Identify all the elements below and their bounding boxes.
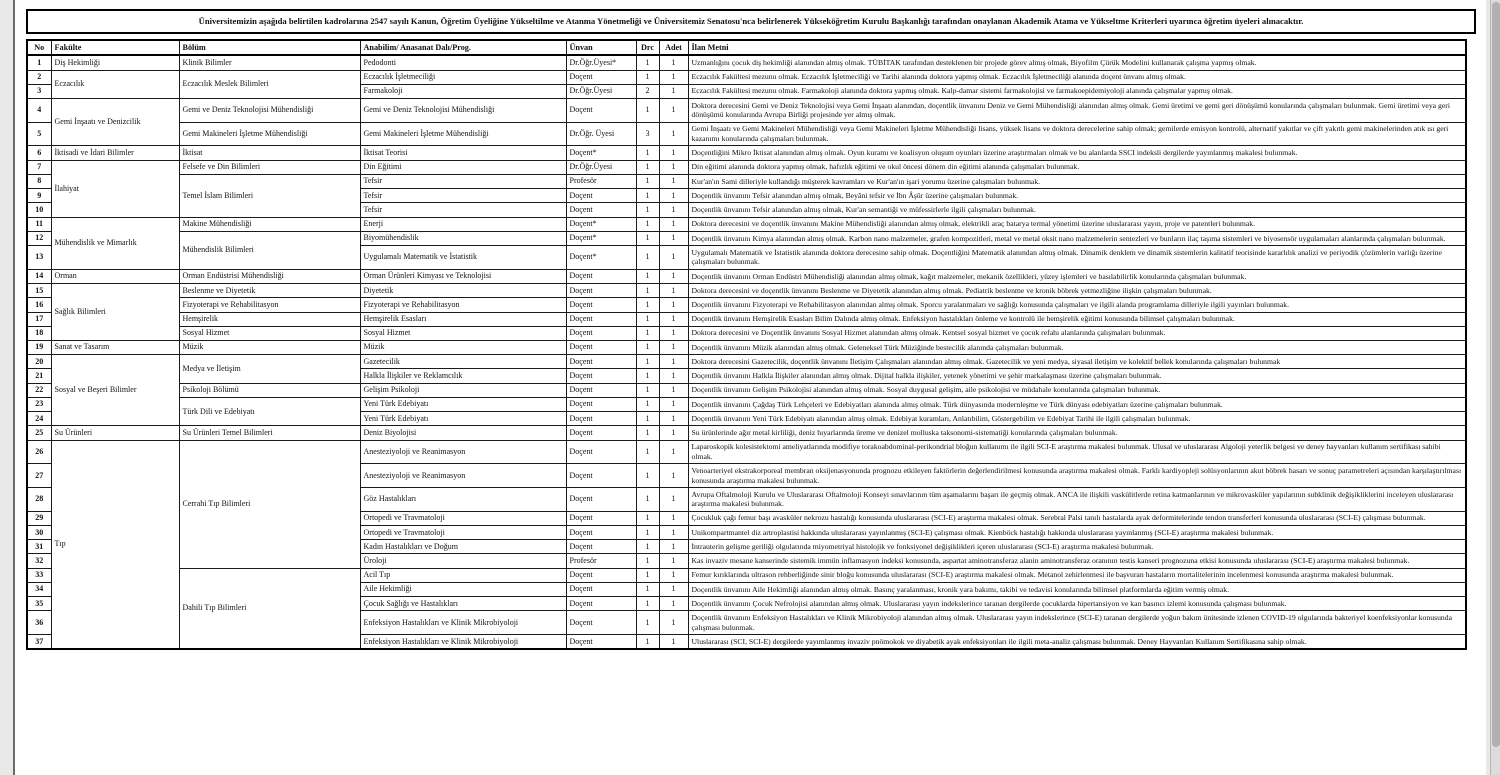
table-row [27, 440, 1466, 464]
cell-unvan: Doçent [566, 488, 636, 512]
cell-bolum: Orman Endüstrisi Mühendisliği [179, 269, 360, 283]
table-row [27, 340, 1466, 354]
cell-drc: 1 [636, 70, 659, 84]
cell-unvan: Doçent [566, 298, 636, 312]
cell-adet: 1 [659, 369, 688, 383]
cell-no: 4 [27, 99, 51, 123]
cell-unvan: Doçent [566, 511, 636, 525]
cell-unvan: Doçent* [566, 246, 636, 270]
cell-no: 20 [27, 355, 51, 369]
cell-bolum: Gemi ve Deniz Teknolojisi Mühendisliği [179, 99, 360, 123]
cell-drc: 1 [636, 568, 659, 582]
cell-bolum: Eczacılık Meslek Bilimleri [179, 70, 360, 98]
cell-drc: 1 [636, 554, 659, 568]
cell-ilan: Doçentlik ünvanını Hemşirelik Esasları Bilim Dalında almış olmak. Enfeksiyon hastalıkları önleme ve kontrolü ile hemşirelik eğitimi konusunda bilimsel çalışmaları bulunmak. [688, 312, 1466, 326]
cell-ilan: Uluslararası (SCI, SCI-E) dergilerde yayımlanmış invaziv pnömokok ve diyabetik ayak enfeksiyonları ile ilgili meta-analiz çalışması bulunmak. Deney Hayvanları Kullanım Sertifikasına sahip olmak. [688, 635, 1466, 650]
cell-anabilim: Diyetetik [360, 284, 566, 298]
cell-drc: 1 [636, 231, 659, 245]
column-header-no: No [27, 40, 51, 55]
table-row [27, 160, 1466, 174]
cell-drc: 1 [636, 174, 659, 188]
cell-drc: 1 [636, 383, 659, 397]
cell-unvan: Doçent [566, 99, 636, 123]
cell-bolum: Müzik [179, 340, 360, 354]
cell-drc: 1 [636, 635, 659, 650]
column-header-bolum: Bölüm [179, 40, 360, 55]
table-row [27, 326, 1466, 340]
table-row [27, 568, 1466, 582]
cell-adet: 1 [659, 217, 688, 231]
cell-anabilim: Göz Hastalıkları [360, 488, 566, 512]
cell-fakulte: Diş Hekimliği [51, 55, 179, 70]
table-row [27, 383, 1466, 397]
cell-anabilim: Aile Hekimliği [360, 582, 566, 596]
cell-anabilim: Yeni Türk Edebiyatı [360, 412, 566, 426]
cell-unvan: Profesör [566, 174, 636, 188]
cell-ilan: Doçentlik ünvanını Orman Endüstri Mühendisliği alanından almış olmak, kağıt malzemeler, mekanik özellikleri, yüzey işlemleri ve basılabilirlik konularında çalışmaları bulunmak. [688, 269, 1466, 283]
cell-no: 3 [27, 84, 51, 98]
cell-adet: 1 [659, 146, 688, 160]
cell-anabilim: Tefsir [360, 174, 566, 188]
cell-anabilim: Kadın Hastalıkları ve Doğum [360, 540, 566, 554]
cell-no: 25 [27, 426, 51, 440]
table-header-row [27, 40, 1466, 55]
cell-unvan: Doçent [566, 312, 636, 326]
cell-bolum: Gemi Makineleri İşletme Mühendisliği [179, 122, 360, 146]
cell-unvan: Doçent [566, 526, 636, 540]
cell-anabilim: Biyomühendislik [360, 231, 566, 245]
cell-anabilim: Anesteziyoloji ve Reanimasyon [360, 464, 566, 488]
cell-unvan: Doçent [566, 611, 636, 635]
cell-anabilim: Pedodonti [360, 55, 566, 70]
cell-anabilim: İktisat Teorisi [360, 146, 566, 160]
cell-drc: 1 [636, 440, 659, 464]
cell-drc: 1 [636, 326, 659, 340]
cell-drc: 1 [636, 582, 659, 596]
cell-adet: 1 [659, 582, 688, 596]
cell-ilan: Gemi İnşaatı ve Gemi Makineleri Mühendisliği veya Gemi Makineleri İşletme Mühendisliği lisans, yüksek lisans ve doktora derecelerine sahip olmak; gemilerde emisyon kontrolü, alternatif yakıtlar ve çift yakıtlı gemi makinelerinden atık ısı geri kazanımı konularında çalışmaları bulunmak. [688, 122, 1466, 146]
announcement-title: Üniversitemizin aşağıda belirtilen kadrolarına 2547 sayılı Kanun, Öğretim Üyeliğine Yükseltilme ve Atanma Yönetmeliği ve Üniversitemiz Senatosu'nca belirlenerek Yükseköğretim Kurulu Başkanlığı tarafından onaylanan Akademik Atama ve Yükseltme Kriterleri uyarınca öğretim üyeleri alınacaktır. [26, 9, 1476, 34]
cell-ilan: Doktora derecesini Gemi ve Deniz Teknolojisi veya Gemi İnşaatı alanından, doçentlik ünvanını Deniz ve Gemi Mühendisliği alanından almış olmak. Gemi üretimi ve gemi geri dönüşümü konularında çalışmaları bulunmak. Gemi üretimi veya geri dönüşümü konularında Avrupa Birliği projesinde yer almış olmak. [688, 99, 1466, 123]
cell-drc: 1 [636, 611, 659, 635]
cell-anabilim: Tefsir [360, 203, 566, 217]
cell-drc: 1 [636, 369, 659, 383]
cell-adet: 1 [659, 611, 688, 635]
cell-unvan: Dr.Öğr.Üyesi [566, 160, 636, 174]
cell-unvan: Doçent [566, 582, 636, 596]
cell-unvan: Doçent* [566, 146, 636, 160]
cell-ilan: Venoarteriyel ekstrakorporeal membran oksijenasyonunda prognozu etkileyen faktörlerin değerlendirilmesi konusunda araştırma makalesi olmak. Farklı kardiyopleji solüsyonlarının akut böbrek hasarı ve sonuç parametreleri açısından karşılaştırılması konusunda araştırma makalesi bulunmak. [688, 464, 1466, 488]
cell-unvan: Doçent [566, 597, 636, 611]
cell-adet: 1 [659, 526, 688, 540]
cell-bolum: Sosyal Hizmet [179, 326, 360, 340]
column-header-drc: Drc [636, 40, 659, 55]
cell-unvan: Doçent [566, 269, 636, 283]
cell-anabilim: Gelişim Psikoloji [360, 383, 566, 397]
cell-bolum: Dahili Tıp Bilimleri [179, 568, 360, 649]
cell-anabilim: Uygulamalı Matematik ve İstatistik [360, 246, 566, 270]
cell-drc: 2 [636, 84, 659, 98]
cell-ilan: Çocukluk çağı femur başı avasküler nekrozu hastalığı konusunda uluslararası (SCI-E) araştırma makalesi olmak. Serebral Palsi tanılı hastalarda ayak deformitelerinde tendon transferleri konusunda uluslararası (SCI-E) çalışması bulunmak. [688, 511, 1466, 525]
cell-ilan: Uzmanlığını çocuk diş hekimliği alanından almış olmak. TÜBİTAK tarafından desteklenen bir projede görev almış olmak, Biyofilm Çürük Modelini kullanarak çalışma yapmış olmak. [688, 55, 1466, 70]
cell-bolum: Mühendislik Bilimleri [179, 231, 360, 269]
table-row [27, 284, 1466, 298]
cell-adet: 1 [659, 511, 688, 525]
cell-adet: 1 [659, 340, 688, 354]
table-row [27, 231, 1466, 245]
cell-bolum: Cerrahi Tıp Bilimleri [179, 440, 360, 568]
cell-drc: 1 [636, 298, 659, 312]
cell-adet: 1 [659, 554, 688, 568]
cell-ilan: Doçentlik ünvanını Tefsir alanından almış olmak, Kur'an semantiği ve müfessirlerle ilgili çalışmaları bulunmak. [688, 203, 1466, 217]
cell-unvan: Doçent [566, 397, 636, 411]
cell-adet: 1 [659, 55, 688, 70]
cell-anabilim: Din Eğitimi [360, 160, 566, 174]
table-row [27, 174, 1466, 188]
cell-unvan: Doçent [566, 635, 636, 650]
cell-ilan: Doktora derecesini ve doçentlik ünvanını Beslenme ve Diyetetik alanından almış olmak. Pediatrik beslenme ve kronik böbrek yetmezliğine ilişkin çalışmaları bulunmak. [688, 284, 1466, 298]
cell-anabilim: Müzik [360, 340, 566, 354]
cell-ilan: Doçentliğini Mikro İktisat alanından almış olmak. Oyun kuramı ve koalisyon oluşum oyunları üzerine araştırmaları olmak ve bu alanlarda SSCI indeksli dergilerde yayınlanmış makalesi bulunmak. [688, 146, 1466, 160]
cell-drc: 1 [636, 284, 659, 298]
cell-adet: 1 [659, 174, 688, 188]
cell-no: 31 [27, 540, 51, 554]
cell-fakulte: Su Ürünleri [51, 426, 179, 440]
cell-drc: 1 [636, 597, 659, 611]
cell-no: 27 [27, 464, 51, 488]
cell-no: 8 [27, 174, 51, 188]
cell-no: 17 [27, 312, 51, 326]
cell-adet: 1 [659, 70, 688, 84]
table-row [27, 122, 1466, 146]
column-header-anabilim: Anabilim/ Anasanat Dalı/Prog. [360, 40, 566, 55]
table-row [27, 298, 1466, 312]
cell-ilan: Doçentlik ünvanını Yeni Türk Edebiyatı alanından almış olmak. Edebiyat kuramları, Anlatıbilim, Göstergebilim ve Edebiyat Tarihi ile ilgili çalışmaları bulunmak. [688, 412, 1466, 426]
cell-drc: 1 [636, 55, 659, 70]
cell-no: 7 [27, 160, 51, 174]
cell-adet: 1 [659, 269, 688, 283]
cell-adet: 1 [659, 488, 688, 512]
cell-anabilim: Eczacılık İşletmeciliği [360, 70, 566, 84]
cell-drc: 1 [636, 355, 659, 369]
table-row [27, 217, 1466, 231]
cell-unvan: Dr.Öğr.Üyesi [566, 84, 636, 98]
table-row [27, 99, 1466, 123]
table-row [27, 426, 1466, 440]
cell-no: 22 [27, 383, 51, 397]
document-page [15, 0, 1486, 775]
cell-no: 12 [27, 231, 51, 245]
cell-adet: 1 [659, 540, 688, 554]
cell-adet: 1 [659, 635, 688, 650]
cell-anabilim: Hemşirelik Esasları [360, 312, 566, 326]
cell-unvan: Doçent [566, 440, 636, 464]
cell-bolum: Felsefe ve Din Bilimleri [179, 160, 360, 174]
cell-anabilim: Ortopedi ve Travmatoloji [360, 526, 566, 540]
cell-no: 6 [27, 146, 51, 160]
scrollbar-thumb[interactable] [1492, 2, 1500, 747]
cell-ilan: Din eğitimi alanında doktora yapmış olmak, hafızlık eğitimi ve okul öncesi dönem din eğitimi alanında çalışmaları bulunmak. [688, 160, 1466, 174]
cell-ilan: Eczacılık Fakültesi mezunu olmak. Farmakoloji alanında doktora yapmış olmak. Kalp-damar sistemi farmakolojisi ve farmakoepidemiyoloji alanında çalışmalar yapmış olmak. [688, 84, 1466, 98]
cell-drc: 1 [636, 412, 659, 426]
cell-ilan: Femur kırıklarında ultrason rehberliğinde sinir bloğu konusunda uluslararası (SCI-E) araştırma makalesi olmak. Metanol zehirlenmesi ile başvuran hastaların mortalitelerinin incelenmesi konusunda araştırma makalesi bulunmak. [688, 568, 1466, 582]
column-header-adet: Adet [659, 40, 688, 55]
cell-drc: 3 [636, 122, 659, 146]
cell-anabilim: Gemi ve Deniz Teknolojisi Mühendisliği [360, 99, 566, 123]
cell-adet: 1 [659, 246, 688, 270]
table-row [27, 269, 1466, 283]
cell-ilan: Doçentlik ünvanını Halkla İlişkiler alanından almış olmak. Dijital halkla ilişkiler, yetenek yönetimi ve şehir markalaşması üzerine çalışmaları bulunmak. [688, 369, 1466, 383]
cell-unvan: Doçent [566, 540, 636, 554]
table-row [27, 312, 1466, 326]
cell-bolum: Temel İslam Bilimleri [179, 174, 360, 217]
cell-ilan: Doçentlik ünvanını Kimya alanından almış olmak. Karbon nano malzemeler, grafen kompozitleri, metal ve metal oksit nano malzemelerin sentezleri ve bunların ilaç taşıma sistemleri ve biyosensör uygulamaları alanlarında çalışmaları bulunmak. [688, 231, 1466, 245]
cell-ilan: Doktora derecesini ve Doçentlik ünvanını Sosyal Hizmet alanından almış olmak. Kentsel sosyal hizmet ve çocuk refahı alanlarında çalışmaları bulunmak. [688, 326, 1466, 340]
cell-unvan: Dr.Öğr.Üyesi* [566, 55, 636, 70]
cell-fakulte: İktisadi ve İdari Bilimler [51, 146, 179, 160]
cell-no: 14 [27, 269, 51, 283]
cell-bolum: İktisat [179, 146, 360, 160]
cell-no: 30 [27, 526, 51, 540]
cell-ilan: Doktora derecesini Gazetecilik, doçentlik ünvanını İletişim Çalışmaları alanından almış olmak. Gazetecilik ve yeni medya, siyasal iletişim ve kolektif bellek konularında çalışmaları bulunmak [688, 355, 1466, 369]
cell-adet: 1 [659, 464, 688, 488]
cell-no: 24 [27, 412, 51, 426]
cell-drc: 1 [636, 464, 659, 488]
cell-drc: 1 [636, 511, 659, 525]
cell-adet: 1 [659, 426, 688, 440]
cell-drc: 1 [636, 540, 659, 554]
cell-ilan: Avrupa Oftalmoloji Kurulu ve Uluslararası Oftalmoloji Konseyi sınavlarının tüm aşamalarını başarı ile geçmiş olmak. ANCA ile ilişkili vaskülitlerde retina katmanlarının ve mikrovasküler yapılarının subklinik değişikliklerini inceleyen uluslararası araştırma makalesi bulunmak. [688, 488, 1466, 512]
cell-fakulte: Orman [51, 269, 179, 283]
cell-ilan: Doçentlik ünvanını Çağdaş Türk Lehçeleri ve Edebiyatları alanında almış olmak. Türk dünyasında modernleşme ve Türk dünyası edebiyatları üzerine çalışmaları bulunmak. [688, 397, 1466, 411]
cell-adet: 1 [659, 160, 688, 174]
cell-drc: 1 [636, 217, 659, 231]
cell-anabilim: Anesteziyoloji ve Reanimasyon [360, 440, 566, 464]
cell-anabilim: Acil Tıp [360, 568, 566, 582]
cell-bolum: Fizyoterapi ve Rehabilitasyon [179, 298, 360, 312]
cell-fakulte: Mühendislik ve Mimarlık [51, 217, 179, 269]
cell-ilan: Doktora derecesini ve doçentlik ünvanını Makine Mühendisliği alanından almış olmak, elektrikli araç batarya termal yönetimi üzerine uluslararası yayın, proje ve patentleri bulunmak. [688, 217, 1466, 231]
cell-anabilim: Halkla İlişkiler ve Reklamcılık [360, 369, 566, 383]
cell-adet: 1 [659, 298, 688, 312]
cell-anabilim: Sosyal Hizmet [360, 326, 566, 340]
cell-unvan: Doçent [566, 189, 636, 203]
cell-adet: 1 [659, 203, 688, 217]
positions-table [26, 39, 1467, 650]
cell-no: 37 [27, 635, 51, 650]
cell-unvan: Doçent [566, 203, 636, 217]
cell-ilan: Kas invaziv mesane kanserinde sistemik immün inflamasyon indeksi konusunda, aspartat aminotransferaz alanin aminotransferaz oranının testis kanseri prognozuna etkisi konusunda uluslararası (SCI-E) araştırma makalesi bulunmak. [688, 554, 1466, 568]
cell-ilan: Doçentlik ünvanını Enfeksiyon Hastalıkları ve Klinik Mikrobiyoloji alanından almış olmak. Uluslararası yayın indekslerince (SCI-E) taranan dergilerde yoğun bakım ünitesinde izlenen COVID-19 olgularında bakteriyel koenfeksiyonlar konusunda çalışması bulunmak. [688, 611, 1466, 635]
table-row [27, 146, 1466, 160]
cell-adet: 1 [659, 383, 688, 397]
cell-bolum: Klinik Bilimler [179, 55, 360, 70]
cell-unvan: Doçent [566, 412, 636, 426]
cell-ilan: Eczacılık Fakültesi mezunu olmak. Eczacılık İşletmeciliği ve Tarihi alanında doktora yapmış olmak. Eczacılık İşletmeciliği alanında doçent ünvanı almış olmak. [688, 70, 1466, 84]
cell-no: 32 [27, 554, 51, 568]
cell-unvan: Doçent* [566, 217, 636, 231]
table-body [27, 55, 1466, 649]
cell-unvan: Doçent [566, 284, 636, 298]
cell-adet: 1 [659, 568, 688, 582]
cell-anabilim: Deniz Biyolojisi [360, 426, 566, 440]
cell-adet: 1 [659, 597, 688, 611]
cell-anabilim: Enfeksiyon Hastalıkları ve Klinik Mikrobiyoloji [360, 611, 566, 635]
cell-fakulte: Tıp [51, 440, 179, 649]
cell-anabilim: Üroloji [360, 554, 566, 568]
cell-anabilim: Ortopedi ve Travmatoloji [360, 511, 566, 525]
cell-drc: 1 [636, 526, 659, 540]
cell-bolum: Hemşirelik [179, 312, 360, 326]
cell-bolum: Psikoloji Bölümü [179, 383, 360, 397]
cell-unvan: Doçent [566, 369, 636, 383]
cell-unvan: Doçent [566, 464, 636, 488]
cell-anabilim: Tefsir [360, 189, 566, 203]
cell-anabilim: Enfeksiyon Hastalıkları ve Klinik Mikrobiyoloji [360, 635, 566, 650]
cell-drc: 1 [636, 397, 659, 411]
cell-drc: 1 [636, 269, 659, 283]
cell-unvan: Dr.Öğr. Üyesi [566, 122, 636, 146]
cell-adet: 1 [659, 84, 688, 98]
cell-unvan: Doçent [566, 326, 636, 340]
cell-ilan: Su ürünlerinde ağır metal kirliliği, deniz hıyarlarında üreme ve denizel molluska taksonomi-sistematiği konularında çalışmaları bulunmak. [688, 426, 1466, 440]
cell-anabilim: Enerji [360, 217, 566, 231]
cell-ilan: Doçentlik ünvanını Çocuk Nefrolojisi alanından almış olmak. Uluslararası yayın indekslerince taranan dergilerde çocuklarda hipertansiyon ve kan basıncı izlemi konusunda çalışması bulunmak. [688, 597, 1466, 611]
cell-adet: 1 [659, 440, 688, 464]
cell-adet: 1 [659, 355, 688, 369]
cell-drc: 1 [636, 312, 659, 326]
cell-ilan: Kur'an'ın Sami dilleriyle kullandığı müşterek kavramları ve Kur'an'ın işari yorumu üzerine çalışmaları bulunmak. [688, 174, 1466, 188]
cell-no: 13 [27, 246, 51, 270]
cell-fakulte: Sağlık Bilimleri [51, 284, 179, 341]
cell-no: 18 [27, 326, 51, 340]
cell-fakulte: Gemi İnşaatı ve Denizcilik [51, 99, 179, 146]
cell-no: 34 [27, 582, 51, 596]
cell-ilan: Doçentlik ünvanını Fizyoterapi ve Rehabilitasyon alanından almış olmak. Sporcu yaralanmaları ve sağlığı konusunda çalışmaları ve ilgili alanda programlama dilleriyle ilgili yayınları bulunmak. [688, 298, 1466, 312]
cell-adet: 1 [659, 231, 688, 245]
cell-unvan: Doçent [566, 426, 636, 440]
cell-drc: 1 [636, 146, 659, 160]
cell-no: 19 [27, 340, 51, 354]
cell-anabilim: Gazetecilik [360, 355, 566, 369]
cell-no: 15 [27, 284, 51, 298]
cell-bolum: Su Ürünleri Temel Bilimleri [179, 426, 360, 440]
cell-no: 29 [27, 511, 51, 525]
cell-anabilim: Gemi Makineleri İşletme Mühendisliği [360, 122, 566, 146]
cell-unvan: Profesör [566, 554, 636, 568]
cell-anabilim: Orman Ürünleri Kimyası ve Teknolojisi [360, 269, 566, 283]
cell-no: 36 [27, 611, 51, 635]
cell-no: 35 [27, 597, 51, 611]
column-header-unvan: Ünvan [566, 40, 636, 55]
cell-no: 2 [27, 70, 51, 84]
table-row [27, 397, 1466, 411]
cell-fakulte: Sanat ve Tasarım [51, 340, 179, 354]
cell-ilan: Uygulamalı Matematik ve İstatistik alanında doktora derecesine sahip olmak. Doçentliğini Matematik alanından almış olmak. Dinamik denklem ve dinamik sistemlerin kalitatif teorisinde kararlılık analizi ve periyodik çözümlerin varlığı üzerine çalışmaları bulunmak. [688, 246, 1466, 270]
cell-fakulte: Eczacılık [51, 70, 179, 98]
cell-bolum: Beslenme ve Diyetetik [179, 284, 360, 298]
cell-drc: 1 [636, 160, 659, 174]
cell-adet: 1 [659, 189, 688, 203]
table-row [27, 55, 1466, 70]
cell-no: 1 [27, 55, 51, 70]
cell-unvan: Doçent [566, 383, 636, 397]
cell-drc: 1 [636, 340, 659, 354]
cell-fakulte: İlahiyat [51, 160, 179, 217]
column-header-ilan: İlan Metni [688, 40, 1466, 55]
cell-ilan: Doçentlik ünvanını Tefsir alanından almış olmak, Beyâni tefsir ve İbn Âşûr üzerine çalışmaları bulunmak. [688, 189, 1466, 203]
cell-no: 9 [27, 189, 51, 203]
cell-ilan: Unikompartmantel diz artroplastisi hakkında uluslararası yayınlanmış (SCI-E) çalışması olmak. Kienböck hastalığı hakkında uluslararası yayınlanmış (SCI-E) araştırma makalesi bulunmak. [688, 526, 1466, 540]
cell-no: 26 [27, 440, 51, 464]
cell-anabilim: Çocuk Sağlığı ve Hastalıkları [360, 597, 566, 611]
table-row [27, 70, 1466, 84]
cell-ilan: Doçentlik ünvanını Gelişim Psikolojisi alanından almış olmak. Sosyal duygusal gelişim, aile psikolojisi ve müdahale konularında çalışmaları bulunmak. [688, 383, 1466, 397]
cell-drc: 1 [636, 203, 659, 217]
cell-no: 33 [27, 568, 51, 582]
cell-bolum: Türk Dili ve Edebiyatı [179, 397, 360, 425]
cell-anabilim: Farmakoloji [360, 84, 566, 98]
column-header-fakulte: Fakülte [51, 40, 179, 55]
cell-adet: 1 [659, 412, 688, 426]
cell-anabilim: Yeni Türk Edebiyatı [360, 397, 566, 411]
cell-adet: 1 [659, 397, 688, 411]
cell-drc: 1 [636, 426, 659, 440]
cell-adet: 1 [659, 284, 688, 298]
cell-no: 11 [27, 217, 51, 231]
cell-ilan: Doçentlik ünvanını Müzik alanından almış olmak. Geleneksel Türk Müziğinde bestecilik alanında çalışmaları bulunmak. [688, 340, 1466, 354]
cell-unvan: Doçent* [566, 231, 636, 245]
cell-adet: 1 [659, 312, 688, 326]
cell-adet: 1 [659, 122, 688, 146]
cell-no: 5 [27, 122, 51, 146]
vertical-scrollbar[interactable] [1490, 0, 1500, 775]
cell-fakulte: Sosyal ve Beşeri Bilimler [51, 355, 179, 426]
cell-unvan: Doçent [566, 568, 636, 582]
cell-unvan: Doçent [566, 355, 636, 369]
cell-unvan: Doçent [566, 70, 636, 84]
cell-anabilim: Fizyoterapi ve Rehabilitasyon [360, 298, 566, 312]
cell-unvan: Doçent [566, 340, 636, 354]
table-row [27, 355, 1466, 369]
cell-drc: 1 [636, 246, 659, 270]
cell-no: 21 [27, 369, 51, 383]
cell-ilan: Laparoskopik kolesistektomi ameliyatlarında modifiye torakoabdominal-perikondrial bloğun kullanımı ile ilgili SCI-E araştırma makalesi bulunmak. Ulusal ve uluslararası Algoloji yeterlik belgesi ve deney hayvanları kullanım sertifikası sahibi olmak. [688, 440, 1466, 464]
cell-ilan: İntrauterin gelişme geriliği olgularında miyometriyal histolojik ve fonksiyonel değişiklikleri içeren uluslararası (SCI-E) araştırma makalesi bulunmak. [688, 540, 1466, 554]
cell-adet: 1 [659, 326, 688, 340]
cell-no: 10 [27, 203, 51, 217]
cell-bolum: Makine Mühendisliği [179, 217, 360, 231]
cell-no: 16 [27, 298, 51, 312]
cell-ilan: Doçentlik ünvanını Aile Hekimliği alanından almış olmak. Basınç yaralanması, kronik yara bakımı, takibi ve tedavisi konularında bilimsel platformlarda eğitim vermiş olmak. [688, 582, 1466, 596]
cell-no: 28 [27, 488, 51, 512]
cell-drc: 1 [636, 488, 659, 512]
cell-no: 23 [27, 397, 51, 411]
cell-drc: 1 [636, 189, 659, 203]
cell-drc: 1 [636, 99, 659, 123]
cell-adet: 1 [659, 99, 688, 123]
cell-bolum: Medya ve İletişim [179, 355, 360, 383]
